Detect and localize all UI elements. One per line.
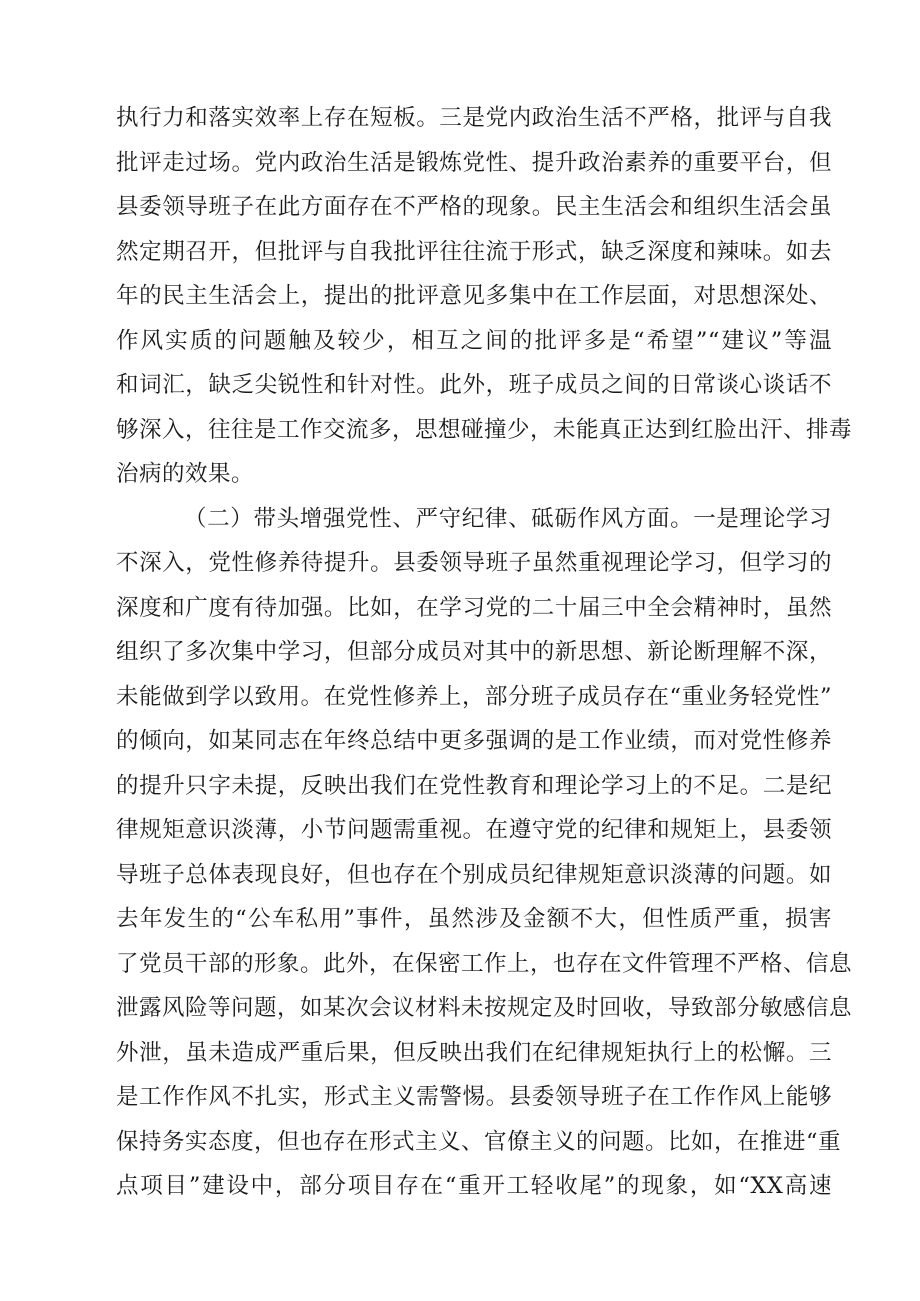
text-line: 律规矩意识淡薄，小节问题需重视。在遵守党的纪律和规矩上，县委领 (116, 817, 832, 843)
text-line: 够深入，往往是工作交流多，思想碰撞少，未能真正达到红脸出汗、排毒 (116, 416, 853, 443)
text-line: 县委领导班子在此方面存在不严格的现象。民主生活会和组织生活会虽 (116, 194, 832, 220)
text-line: 未能做到学以致用。在党性修养上，部分班子成员存在“重业务轻党性” (116, 683, 832, 710)
text-line: 导班子总体表现良好，但也存在个别成员纪律规矩意识淡薄的问题。如 (116, 861, 832, 888)
text-line: 深度和广度有待加强。比如，在学习党的二十届三中全会精神时，虽然 (116, 594, 832, 621)
text-line: 的倾向，如某同志在年终总结中更多强调的是工作业绩，而对党性修养 (116, 728, 832, 754)
text-line: 作风实质的问题触及较少，相互之间的批评多是“希望”“建议”等温 (116, 327, 832, 354)
text-line: 和词汇，缺乏尖锐性和针对性。此外，班子成员之间的日常谈心谈话不 (116, 372, 832, 398)
text-line: 保持务实态度，但也存在形式主义、官僚主义的问题。比如，在推进“重 (116, 1128, 842, 1155)
text-line: 是工作作风不扎实，形式主义需警惕。县委领导班子在工作作风上能够 (116, 1084, 832, 1110)
text-line: 点项目”建设中，部分项目存在“重开工轻收尾”的现象，如“XX高速 (116, 1173, 832, 1199)
body-text (116, 96, 853, 1209)
text-line: 年的民主生活会上，提出的批评意见多集中在工作层面，对思想深处、 (116, 283, 832, 309)
text-line: 了党员干部的形象。此外，在保密工作上，也存在文件管理不严格、信息 (116, 950, 853, 977)
text-line: 然定期召开，但批评与自我批评往往流于形式，缺乏深度和辣味。如去 (116, 238, 832, 265)
text-line: 的提升只字未提，反映出我们在党性教育和理论学习上的不足。二是纪 (116, 772, 832, 799)
text-line: 批评走过场。党内政治生活是锻炼党性、提升政治素养的重要平台，但 (116, 149, 832, 176)
section-heading-line: （二）带头增强党性、严守纪律、砥砺作风方面。一是理论学习 (184, 505, 832, 532)
text-line: 外泄，虽未造成严重后果，但反映出我们在纪律规矩执行上的松懈。三 (116, 1039, 832, 1066)
text-line: 执行力和落实效率上存在短板。三是党内政治生活不严格，批评与自我 (116, 105, 832, 131)
text-line: 组织了多次集中学习，但部分成员对其中的新思想、新论断理解不深， (116, 639, 832, 665)
text-line: 泄露风险等问题，如某次会议材料未按规定及时回收，导致部分敏感信息 (116, 995, 853, 1021)
text-line: 不深入，党性修养待提升。县委领导班子虽然重视理论学习，但学习的 (116, 550, 832, 576)
text-line: 去年发生的“公车私用”事件，虽然涉及金额不大，但性质严重，损害 (116, 906, 832, 932)
text-line: 治病的效果。 (116, 461, 255, 487)
